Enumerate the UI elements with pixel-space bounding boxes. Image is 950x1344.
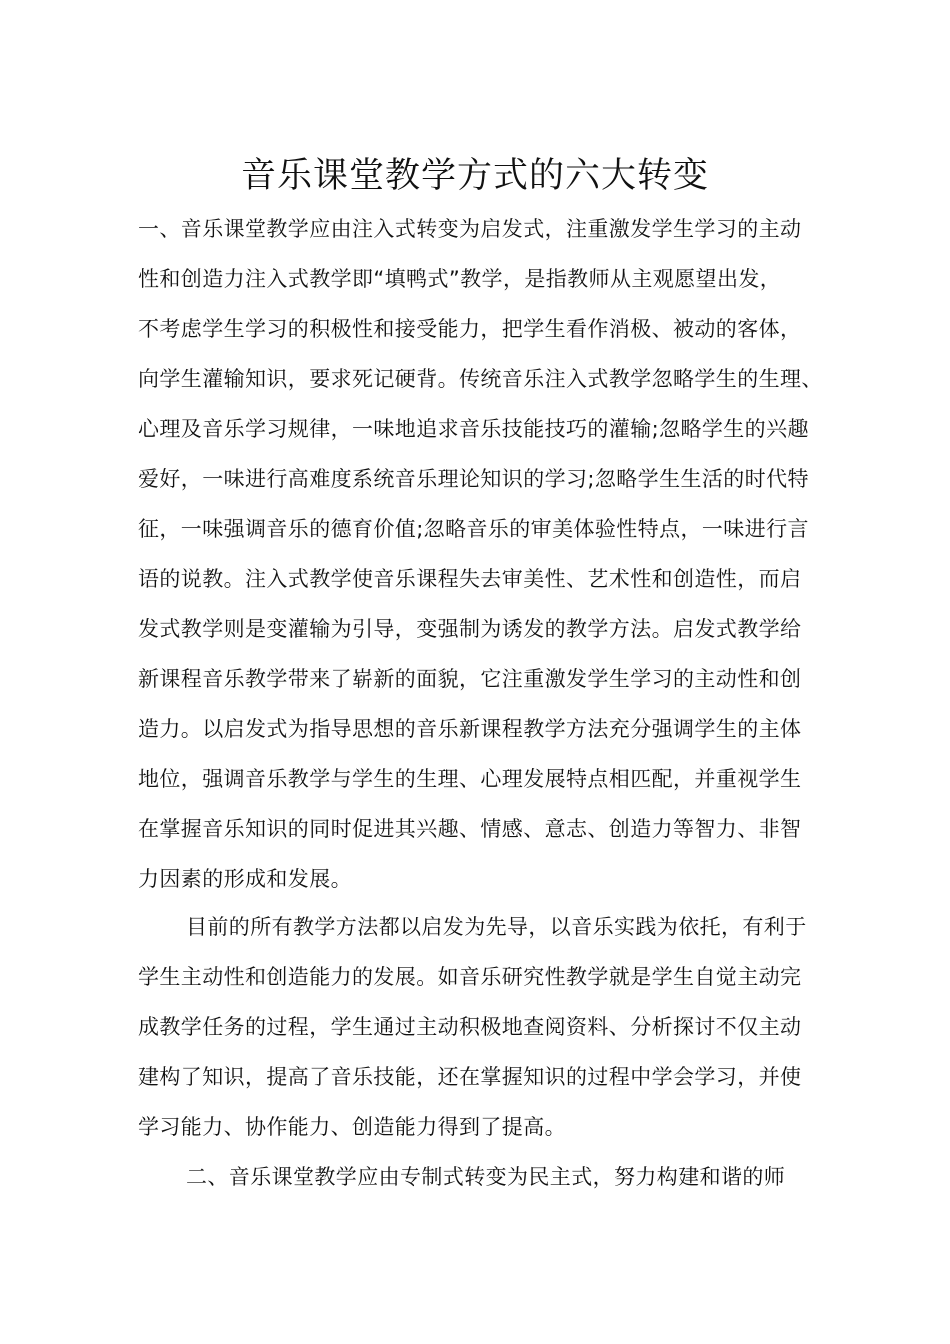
text-line: 爱好，一味进行高难度系统音乐理论知识的学习;忽略学生生活的时代特: [138, 467, 809, 491]
text-line: 性和创造力注入式教学即“填鸭式”教学，是指教师从主观愿望出发，: [138, 267, 782, 291]
text-line: 学习能力、协作能力、创造能力得到了提高。: [138, 1115, 566, 1139]
text-line: 新课程音乐教学带来了崭新的面貌，它注重激发学生学习的主动性和创: [138, 667, 802, 691]
text-line: 一、音乐课堂教学应由注入式转变为启发式，注重激发学生学习的主动: [138, 217, 802, 241]
text-line: 心理及音乐学习规律，一味地追求音乐技能技巧的灌输;忽略学生的兴趣: [138, 417, 809, 441]
text-line: 学生主动性和创造能力的发展。如音乐研究性教学就是学生自觉主动完: [138, 965, 802, 989]
text-line: 在掌握音乐知识的同时促进其兴趣、情感、意志、创造力等智力、非智: [138, 817, 802, 841]
text-line: 发式教学则是变灌输为引导，变强制为诱发的教学方法。启发式教学给: [138, 617, 802, 641]
text-line: 地位，强调音乐教学与学生的生理、心理发展特点相匹配，并重视学生: [138, 767, 802, 791]
text-line: 造力。以启发式为指导思想的音乐新课程教学方法充分强调学生的主体: [138, 717, 802, 741]
text-line: 不考虑学生学习的积极性和接受能力，把学生看作消极、被动的客体，: [138, 317, 802, 341]
text-line: 成教学任务的过程，学生通过主动积极地查阅资料、分析探讨不仅主动: [138, 1015, 802, 1039]
text-line: 语的说教。注入式教学使音乐课程失去审美性、艺术性和创造性，而启: [138, 567, 802, 591]
text-line: 力因素的形成和发展。: [138, 867, 352, 891]
text-line: 二、音乐课堂教学应由专制式转变为民主式，努力构建和谐的师: [186, 1165, 786, 1189]
text-line: 向学生灌输知识，要求死记硬背。传统音乐注入式教学忽略学生的生理、: [138, 367, 823, 391]
text-line: 建构了知识，提高了音乐技能，还在掌握知识的过程中学会学习，并使: [138, 1065, 802, 1089]
text-line: 目前的所有教学方法都以启发为先导，以音乐实践为依托，有利于: [186, 915, 807, 939]
document-title: 音乐课堂教学方式的六大转变: [240, 156, 709, 196]
text-line: 征，一味强调音乐的德育价值;忽略音乐的审美体验性特点，一味进行言: [138, 517, 809, 541]
